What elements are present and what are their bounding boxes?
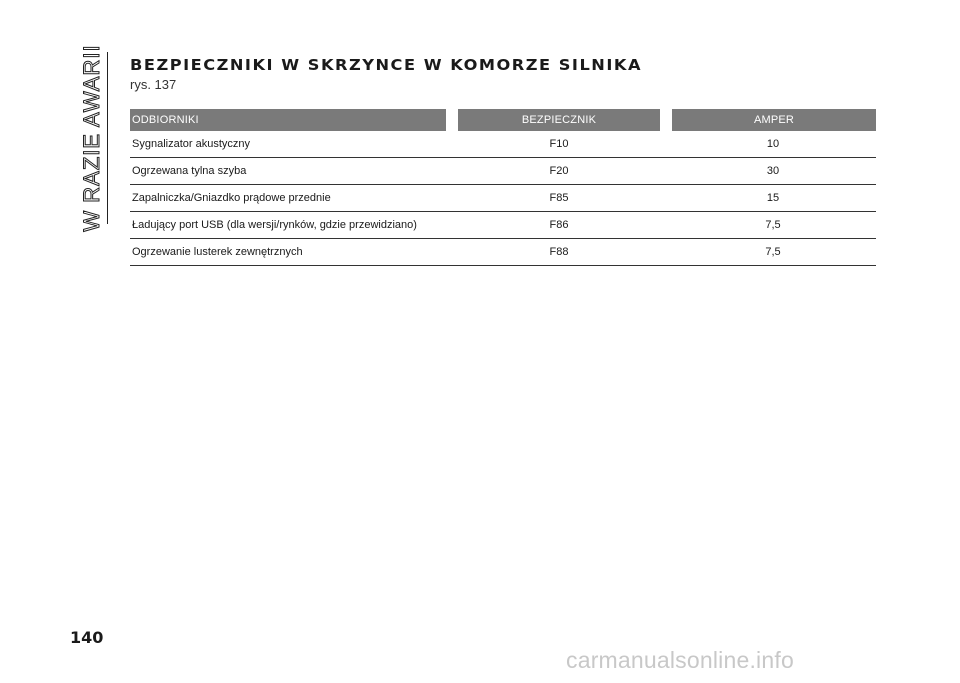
- row-receiver: Ładujący port USB (dla wersji/rynków, gdzie przewidziano): [132, 219, 417, 231]
- section-divider: [107, 52, 108, 224]
- header-receivers: ODBIORNIKI: [130, 109, 446, 131]
- row-receiver: Sygnalizator akustyczny: [132, 138, 250, 150]
- watermark: carmanualsonline.info: [566, 647, 794, 673]
- row-ampere: 7,5: [765, 219, 781, 231]
- section-tab: [79, 44, 104, 232]
- table-row: [130, 185, 876, 212]
- section-tab-label: W RAZIE AWARII: [79, 44, 104, 232]
- row-fuse: F10: [549, 138, 569, 150]
- row-fuse: F85: [549, 192, 569, 204]
- figure-reference: rys. 137: [130, 77, 177, 92]
- page-number: 140: [70, 628, 104, 647]
- table-row: [130, 239, 876, 266]
- fuse-table: [130, 109, 876, 266]
- table-row: [130, 158, 876, 185]
- row-ampere: 7,5: [765, 246, 781, 258]
- table-row: [130, 131, 876, 158]
- row-fuse: F20: [549, 165, 569, 177]
- row-ampere: 30: [766, 165, 780, 177]
- header-fuse: BEZPIECZNIK: [458, 109, 660, 131]
- row-fuse: F86: [549, 219, 569, 231]
- row-receiver: Ogrzewanie lusterek zewnętrznych: [132, 246, 303, 258]
- row-ampere: 15: [766, 192, 780, 204]
- header-ampere: AMPER: [672, 109, 876, 131]
- row-ampere: 10: [766, 138, 780, 150]
- row-receiver: Ogrzewana tylna szyba: [132, 165, 247, 177]
- row-receiver: Zapalniczka/Gniazdko prądowe przednie: [132, 192, 331, 204]
- table-header: [130, 109, 876, 131]
- row-fuse: F88: [549, 246, 569, 258]
- page-title: BEZPIECZNIKI W SKRZYNCE W KOMORZE SILNIKA: [130, 56, 643, 74]
- table-row: [130, 212, 876, 239]
